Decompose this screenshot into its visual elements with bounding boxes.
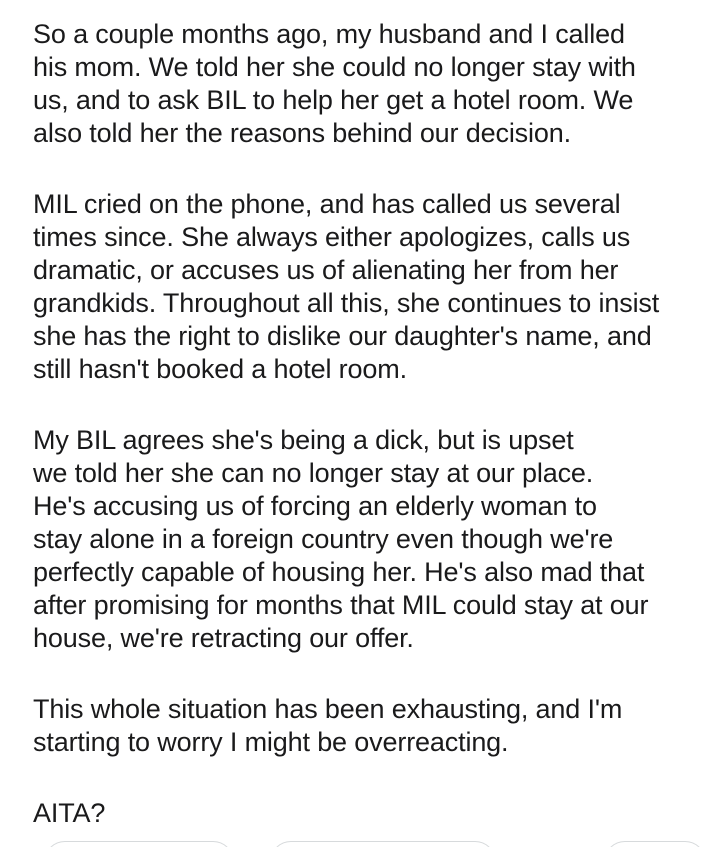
text-line: dramatic, or accuses us of alienating her from her bbox=[33, 255, 619, 285]
paragraph-gap bbox=[33, 150, 703, 188]
text-line: AITA? bbox=[33, 798, 106, 828]
text-line: still hasn't booked a hotel room. bbox=[33, 354, 407, 384]
text-line: us, and to ask BIL to help her get a hotel room. We bbox=[33, 85, 634, 115]
post-paragraph bbox=[33, 424, 703, 655]
text-line: stay alone in a foreign country even though we're bbox=[33, 524, 614, 554]
post-paragraph bbox=[33, 18, 703, 150]
post-paragraph bbox=[33, 797, 703, 830]
text-line: perfectly capable of housing her. He's also mad that bbox=[33, 557, 645, 587]
text-line: house, we're retracting our offer. bbox=[33, 623, 414, 653]
text-line: we told her she can no longer stay at our place. bbox=[33, 458, 594, 488]
comment-button[interactable] bbox=[270, 841, 496, 847]
text-line: He's accusing us of forcing an elderly woman to bbox=[33, 491, 597, 521]
text-line: My BIL agrees she's being a dick, but is upset bbox=[33, 425, 574, 455]
paragraph-gap bbox=[33, 655, 703, 693]
text-line: his mom. We told her she could no longer stay with bbox=[33, 52, 636, 82]
post-paragraph bbox=[33, 188, 703, 386]
paragraph-gap bbox=[33, 759, 703, 797]
text-line: This whole situation has been exhausting, and I'm bbox=[33, 694, 623, 724]
text-line: MIL cried on the phone, and has called us several bbox=[33, 189, 621, 219]
text-line: after promising for months that MIL could stay at our bbox=[33, 590, 649, 620]
text-line: starting to worry I might be overreacting. bbox=[33, 727, 509, 757]
post-paragraph bbox=[33, 693, 703, 759]
vote-button[interactable] bbox=[44, 841, 234, 847]
post-body bbox=[33, 18, 703, 830]
text-line: she has the right to dislike our daughter's name, and bbox=[33, 321, 652, 351]
text-line: also told her the reasons behind our decision. bbox=[33, 118, 571, 148]
paragraph-gap bbox=[33, 386, 703, 424]
text-line: So a couple months ago, my husband and I called bbox=[33, 19, 625, 49]
share-button[interactable] bbox=[604, 841, 706, 847]
text-line: grandkids. Throughout all this, she continues to insist bbox=[33, 288, 660, 318]
post-action-bar bbox=[0, 833, 720, 847]
text-line: times since. She always either apologizes, calls us bbox=[33, 222, 631, 252]
